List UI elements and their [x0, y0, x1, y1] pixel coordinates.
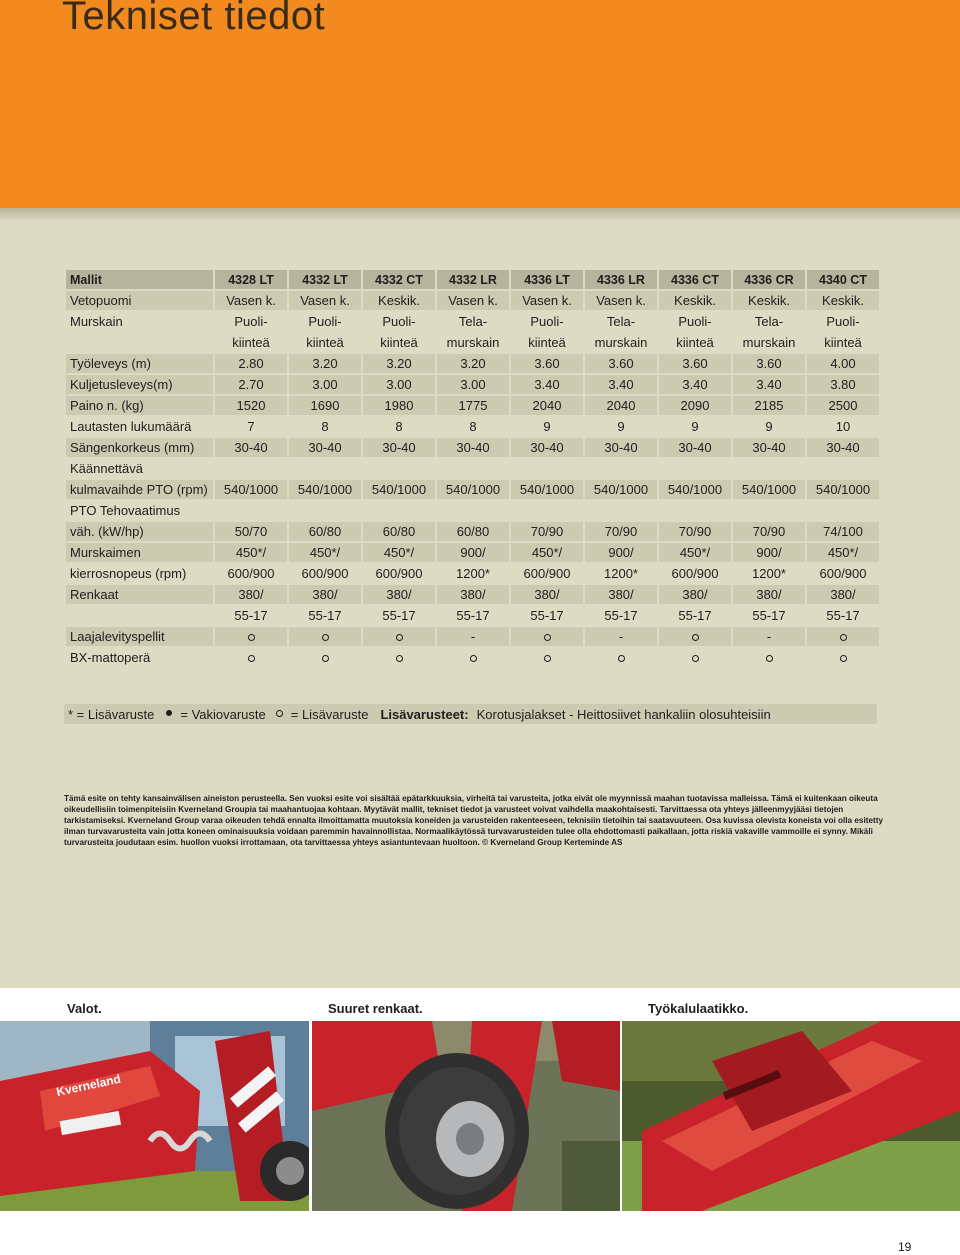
- table-cell: 55-17: [308, 608, 342, 623]
- table-cell: [733, 501, 805, 520]
- optional-circle-icon: [289, 627, 361, 646]
- table-cell: Puoli-: [826, 314, 860, 329]
- table-cell: kiinteä: [824, 335, 862, 350]
- table-cell: 2090: [659, 396, 731, 415]
- table-cell: Keskik.: [733, 291, 805, 310]
- table-row: [66, 396, 879, 415]
- open-circle-icon: [248, 655, 255, 662]
- table-cell: [511, 459, 583, 478]
- page-title: Tekniset tiedot: [62, 0, 326, 38]
- table-cell: 540/1000: [511, 480, 583, 499]
- model-header-cell: 4332 LT: [289, 270, 361, 289]
- table-cell: 3.40: [733, 375, 805, 394]
- row-label: [66, 333, 213, 352]
- spec-table: [64, 268, 881, 669]
- table-cell: 540/1000: [215, 480, 287, 499]
- open-circle-icon: [618, 655, 625, 662]
- table-cell: 55-17: [530, 608, 564, 623]
- table-cell: 1200*: [604, 566, 638, 581]
- model-header-cell: 4336 LR: [585, 270, 657, 289]
- table-cell: kiinteä: [528, 335, 566, 350]
- table-cell: 2040: [585, 396, 657, 415]
- table-cell: 30-40: [289, 438, 361, 457]
- table-row: [66, 522, 879, 541]
- table-cell: [659, 459, 731, 478]
- table-cell: [215, 459, 287, 478]
- optional-circle-icon: [363, 627, 435, 646]
- model-header-cell: 4336 CT: [659, 270, 731, 289]
- table-cell: [807, 501, 879, 520]
- row-label: Murskaimen: [66, 543, 213, 562]
- photo-caption-tyres: Suuret renkaat.: [328, 1001, 423, 1016]
- row-label: Renkaat: [66, 585, 213, 604]
- open-dot-icon: [276, 710, 283, 717]
- table-cell: [215, 501, 287, 520]
- optional-circle-icon: [363, 648, 435, 667]
- model-header-cell: 4328 LT: [215, 270, 287, 289]
- table-cell: 1200*: [752, 566, 786, 581]
- table-cell: 380/: [585, 585, 657, 604]
- table-cell: 3.60: [659, 354, 731, 373]
- table-cell: 30-40: [585, 438, 657, 457]
- table-cell: Vasen k.: [289, 291, 361, 310]
- table-cell: 380/: [437, 585, 509, 604]
- table-cell: 2500: [807, 396, 879, 415]
- table-cell: 540/1000: [437, 480, 509, 499]
- table-cell: 540/1000: [659, 480, 731, 499]
- open-circle-icon: [840, 634, 847, 641]
- table-cell: 30-40: [437, 438, 509, 457]
- row-label: Käännettävä: [70, 461, 144, 476]
- table-row: [66, 438, 879, 457]
- table-row: [66, 564, 879, 583]
- table-cell: 380/: [659, 585, 731, 604]
- table-cell: 2185: [733, 396, 805, 415]
- table-cell: 7: [247, 419, 255, 434]
- table-cell: 1690: [289, 396, 361, 415]
- table-cell: 900/: [733, 543, 805, 562]
- table-cell: [585, 459, 657, 478]
- row-label: Paino n. (kg): [66, 396, 213, 415]
- row-label: BX-mattoperä: [70, 650, 151, 665]
- table-cell: 540/1000: [733, 480, 805, 499]
- table-cell: -: [733, 627, 805, 646]
- optional-circle-icon: [807, 627, 879, 646]
- open-circle-icon: [840, 655, 847, 662]
- open-circle-icon: [396, 655, 403, 662]
- table-cell: murskain: [446, 335, 500, 350]
- table-cell: 60/80: [289, 522, 361, 541]
- table-cell: 70/90: [659, 522, 731, 541]
- model-header-cell: 4336 LT: [511, 270, 583, 289]
- optional-circle-icon: [437, 648, 509, 667]
- optional-circle-icon: [733, 648, 805, 667]
- table-cell: 60/80: [437, 522, 509, 541]
- table-cell: 50/70: [215, 522, 287, 541]
- photo-toolbox: [622, 1021, 960, 1211]
- optional-circle-icon: [511, 648, 583, 667]
- table-cell: 450*/: [807, 543, 879, 562]
- table-row: [66, 459, 879, 478]
- row-label: Murskain: [70, 314, 123, 329]
- photo-tyres-image: [312, 1021, 620, 1211]
- table-cell: Keskik.: [807, 291, 879, 310]
- table-cell: [511, 501, 583, 520]
- optional-circle-icon: [659, 627, 731, 646]
- legend-row: [64, 704, 877, 724]
- table-cell: 3.40: [585, 375, 657, 394]
- table-cell: -: [585, 627, 657, 646]
- table-cell: 9: [765, 419, 773, 434]
- table-cell: 540/1000: [363, 480, 435, 499]
- open-circle-icon: [692, 655, 699, 662]
- open-circle-icon: [766, 655, 773, 662]
- table-cell: 30-40: [215, 438, 287, 457]
- disclaimer-text: Tämä esite on tehty kansainvälisen aineiston perusteella. Sen vuoksi esite voi sisältää epätarkkuuksia, virheitä tai varusteita, jotka eivät ole myynnissä maahan tuotavissa malleissa. Tämä ei kuitenkaan oikeuta oikeudellisiin toimenpiteisiin Kverneland Groupia tai maahantuojaa kohtaan. Myytävät mallit, tekniset tiedot ja varusteet voivat vaihdella maakohtaisesti. Tarvittaessa ota yhteys jälleenmyyjääsi tietojen tarkistamiseksi. Kverneland Group varaa oikeuden tehdä ennalta ilmoittamatta muutoksia koneiden ja varusteiden rakenteeseen, teknisiin tietoihin tai saatavuuteen. Osa kuvissa olevista koneista voi olla esitetty ilman turvavarusteita vain jotta koneen ominaisuuksia voidaan paremmin havainnollistaa. Normaalikäytössä turvavarusteiden tulee olla ehdottomasti paikallaan, jotta riskiä vakaville vammoille ei synny. Mikäli turvarusteita joudutaan esim. huollon vuoksi irrottamaan, ota tarvittaessa yhteys asiantuntevaan huoltoon. © Kverneland Group Kerteminde AS: [64, 794, 884, 847]
- table-cell: Puoli-: [530, 314, 564, 329]
- table-cell: 380/: [363, 585, 435, 604]
- table-cell: 540/1000: [289, 480, 361, 499]
- table-cell: 9: [543, 419, 551, 434]
- table-cell: 10: [835, 419, 851, 434]
- table-cell: 3.80: [807, 375, 879, 394]
- table-cell: 8: [395, 419, 403, 434]
- photo-toolbox-image: [622, 1021, 960, 1211]
- table-row: [66, 648, 879, 667]
- table-cell: Keskik.: [363, 291, 435, 310]
- open-circle-icon: [322, 634, 329, 641]
- table-cell: 55-17: [456, 608, 490, 623]
- row-label: [66, 606, 213, 625]
- optional-circle-icon: [289, 648, 361, 667]
- open-circle-icon: [470, 655, 477, 662]
- table-row: [66, 417, 879, 436]
- table-cell: Vasen k.: [215, 291, 287, 310]
- row-label: kulmavaihde PTO (rpm): [66, 480, 213, 499]
- optional-circle-icon: [659, 648, 731, 667]
- table-cell: 380/: [733, 585, 805, 604]
- table-row: [66, 375, 879, 394]
- table-cell: 3.60: [585, 354, 657, 373]
- table-cell: 30-40: [733, 438, 805, 457]
- table-cell: 30-40: [807, 438, 879, 457]
- table-cell: 74/100: [807, 522, 879, 541]
- table-cell: Vasen k.: [437, 291, 509, 310]
- table-cell: [437, 501, 509, 520]
- table-cell: 600/900: [819, 566, 867, 581]
- open-circle-icon: [544, 655, 551, 662]
- table-cell: Puoli-: [678, 314, 712, 329]
- table-cell: 70/90: [585, 522, 657, 541]
- table-cell: 380/: [807, 585, 879, 604]
- table-cell: 3.20: [363, 354, 435, 373]
- table-row: [66, 606, 879, 625]
- legend-accessories-text: Korotusjalakset - Heittosiivet hankaliin olosuhteisiin: [476, 706, 771, 722]
- row-label: kierrosnopeus (rpm): [70, 566, 187, 581]
- table-cell: 3.00: [437, 375, 509, 394]
- table-cell: Puoli-: [234, 314, 268, 329]
- table-cell: 380/: [289, 585, 361, 604]
- table-cell: murskain: [594, 335, 648, 350]
- table-cell: Vasen k.: [511, 291, 583, 310]
- table-cell: [289, 459, 361, 478]
- table-cell: 450*/: [511, 543, 583, 562]
- row-label: väh. (kW/hp): [66, 522, 213, 541]
- table-cell: kiinteä: [380, 335, 418, 350]
- table-cell: kiinteä: [676, 335, 714, 350]
- table-cell: 4.00: [807, 354, 879, 373]
- table-cell: 1980: [363, 396, 435, 415]
- table-cell: kiinteä: [232, 335, 270, 350]
- table-cell: Puoli-: [308, 314, 342, 329]
- model-header-cell: 4340 CT: [807, 270, 879, 289]
- table-cell: 600/900: [227, 566, 275, 581]
- table-cell: 600/900: [301, 566, 349, 581]
- table-row: [66, 354, 879, 373]
- row-label: PTO Tehovaatimus: [70, 503, 181, 518]
- table-cell: [807, 459, 879, 478]
- optional-circle-icon: [807, 648, 879, 667]
- table-row: [66, 543, 879, 562]
- table-cell: 8: [469, 419, 477, 434]
- table-cell: 30-40: [363, 438, 435, 457]
- table-cell: 1520: [215, 396, 287, 415]
- photo-lights-image: [0, 1021, 309, 1211]
- row-label: Sängenkorkeus (mm): [66, 438, 213, 457]
- table-row: [66, 312, 879, 331]
- table-cell: 540/1000: [585, 480, 657, 499]
- table-cell: 450*/: [659, 543, 731, 562]
- table-cell: 3.40: [659, 375, 731, 394]
- table-cell: 55-17: [752, 608, 786, 623]
- table-cell: 9: [617, 419, 625, 434]
- optional-circle-icon: [215, 648, 287, 667]
- table-row: [66, 627, 879, 646]
- page-number: 19: [898, 1240, 912, 1254]
- table-cell: 540/1000: [807, 480, 879, 499]
- table-cell: 55-17: [678, 608, 712, 623]
- table-cell: 8: [321, 419, 329, 434]
- table-cell: 3.20: [437, 354, 509, 373]
- table-cell: Tela-: [754, 314, 784, 329]
- table-cell: 70/90: [733, 522, 805, 541]
- open-circle-icon: [322, 655, 329, 662]
- table-cell: Puoli-: [382, 314, 416, 329]
- table-row: [66, 333, 879, 352]
- table-header-row: [66, 270, 879, 289]
- row-label: Vetopuomi: [66, 291, 213, 310]
- photo-caption-lights: Valot.: [67, 1001, 102, 1016]
- table-cell: 55-17: [826, 608, 860, 623]
- table-cell: murskain: [742, 335, 796, 350]
- table-cell: [363, 501, 435, 520]
- table-cell: 1775: [437, 396, 509, 415]
- model-header-cell: 4336 CR: [733, 270, 805, 289]
- table-cell: 70/90: [511, 522, 583, 541]
- table-cell: 1200*: [456, 566, 490, 581]
- table-cell: 2040: [511, 396, 583, 415]
- table-row: [66, 501, 879, 520]
- table-cell: 600/900: [375, 566, 423, 581]
- model-header-cell: 4332 CT: [363, 270, 435, 289]
- table-cell: [585, 501, 657, 520]
- legend-star: * = Lisävaruste: [68, 706, 155, 722]
- photo-tyres: [312, 1021, 620, 1211]
- table-cell: 450*/: [363, 543, 435, 562]
- table-cell: 2.70: [215, 375, 287, 394]
- legend-open: = Lisävaruste: [290, 706, 369, 722]
- table-cell: 380/: [215, 585, 287, 604]
- table-cell: 9: [691, 419, 699, 434]
- table-cell: Tela-: [458, 314, 488, 329]
- table-cell: 30-40: [511, 438, 583, 457]
- table-cell: 30-40: [659, 438, 731, 457]
- table-cell: 600/900: [671, 566, 719, 581]
- table-cell: 600/900: [523, 566, 571, 581]
- photo-lights: [0, 1021, 309, 1211]
- table-cell: 3.20: [289, 354, 361, 373]
- table-cell: 55-17: [604, 608, 638, 623]
- filled-dot-icon: [166, 710, 172, 716]
- table-row: [66, 480, 879, 499]
- table-cell: 3.60: [733, 354, 805, 373]
- table-cell: 2.80: [215, 354, 287, 373]
- model-header-cell: 4332 LR: [437, 270, 509, 289]
- table-cell: Vasen k.: [585, 291, 657, 310]
- photo-caption-toolbox: Työkalulaatikko.: [648, 1001, 749, 1016]
- legend-filled: = Vakiovaruste: [180, 706, 266, 722]
- table-cell: 55-17: [234, 608, 268, 623]
- table-cell: 3.40: [511, 375, 583, 394]
- table-cell: 450*/: [215, 543, 287, 562]
- row-label: Työleveys (m): [66, 354, 213, 373]
- table-cell: 3.00: [363, 375, 435, 394]
- optional-circle-icon: [215, 627, 287, 646]
- table-row: [66, 291, 879, 310]
- open-circle-icon: [544, 634, 551, 641]
- table-cell: [659, 501, 731, 520]
- optional-circle-icon: [511, 627, 583, 646]
- table-cell: -: [437, 627, 509, 646]
- brand-logo-text: Kverneland: [55, 1071, 122, 1100]
- header-label-cell: Mallit: [66, 270, 213, 289]
- table-cell: kiinteä: [306, 335, 344, 350]
- row-label: Lautasten lukumäärä: [70, 419, 192, 434]
- header-shadow: [0, 208, 960, 222]
- open-circle-icon: [396, 634, 403, 641]
- table-cell: 3.60: [511, 354, 583, 373]
- table-cell: 60/80: [363, 522, 435, 541]
- table-cell: [437, 459, 509, 478]
- table-cell: 900/: [437, 543, 509, 562]
- table-cell: Keskik.: [659, 291, 731, 310]
- table-cell: [363, 459, 435, 478]
- open-circle-icon: [248, 634, 255, 641]
- table-cell: 450*/: [289, 543, 361, 562]
- table-cell: 900/: [585, 543, 657, 562]
- legend-accessories-label: Lisävarusteet:: [380, 706, 469, 722]
- table-cell: 380/: [511, 585, 583, 604]
- row-label: Laajalevityspellit: [66, 627, 213, 646]
- table-cell: [289, 501, 361, 520]
- table-cell: Tela-: [606, 314, 636, 329]
- table-cell: 3.00: [289, 375, 361, 394]
- table-cell: [733, 459, 805, 478]
- open-circle-icon: [692, 634, 699, 641]
- table-cell: 55-17: [382, 608, 416, 623]
- row-label: Kuljetusleveys(m): [66, 375, 213, 394]
- table-row: [66, 585, 879, 604]
- optional-circle-icon: [585, 648, 657, 667]
